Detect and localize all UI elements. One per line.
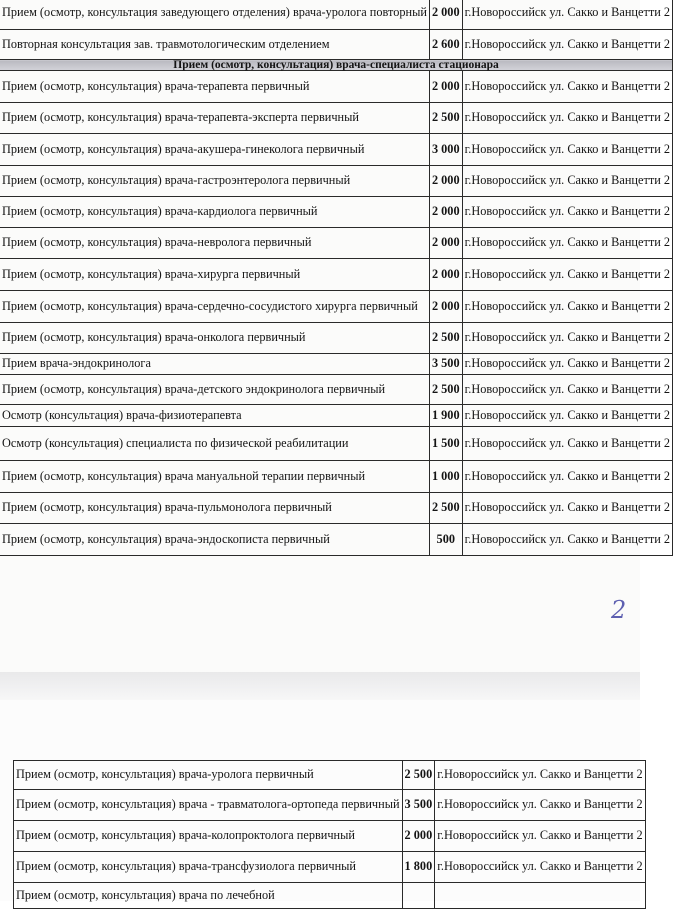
price-cell: 3 500 (402, 790, 435, 821)
price-cell: 2 000 (429, 291, 462, 323)
address-cell: г.Новороссийск ул. Сакко и Ванцетти 2 (462, 197, 672, 228)
table-row (0, 134, 673, 166)
table-row (0, 197, 673, 228)
address-cell: г.Новороссийск ул. Сакко и Ванцетти 2 (462, 323, 672, 354)
price-cell: 1 000 (429, 461, 462, 493)
price-cell: 2 000 (429, 166, 462, 197)
service-cell: Прием врача-эндокринолога (0, 354, 429, 375)
table-row (0, 103, 673, 134)
price-cell: 2 500 (402, 761, 435, 790)
table-row (0, 228, 673, 259)
address-cell: г.Новороссийск ул. Сакко и Ванцетти 2 (435, 790, 645, 821)
service-cell: Прием (осмотр, консультация) врача мануальной терапии первичный (0, 461, 429, 493)
address-cell: г.Новороссийск ул. Сакко и Ванцетти 2 (462, 103, 672, 134)
table-row (14, 790, 646, 821)
address-cell: г.Новороссийск ул. Сакко и Ванцетти 2 (462, 228, 672, 259)
service-cell: Прием (осмотр, консультация) врача-гастроэнтеролога первичный (0, 166, 429, 197)
address-cell: г.Новороссийск ул. Сакко и Ванцетти 2 (462, 524, 672, 556)
table-row (0, 291, 673, 323)
service-cell: Прием (осмотр, консультация заведующего отделения) врача-уролога повторный (0, 0, 429, 30)
address-cell: г.Новороссийск ул. Сакко и Ванцетти 2 (435, 852, 645, 883)
price-cell: 2 500 (429, 323, 462, 354)
service-cell: Осмотр (консультация) врача-физиотерапевта (0, 405, 429, 427)
service-cell: Прием (осмотр, консультация) врача-невролога первичный (0, 228, 429, 259)
price-cell: 1 900 (429, 405, 462, 427)
table-row (0, 354, 673, 375)
table-row (0, 30, 673, 60)
service-cell: Повторная консультация зав. травмотологическим отделением (0, 30, 429, 60)
table-row (0, 493, 673, 524)
address-cell (435, 883, 645, 909)
address-cell: г.Новороссийск ул. Сакко и Ванцетти 2 (435, 761, 645, 790)
service-cell: Прием (осмотр, консультация) врача-кардиолога первичный (0, 197, 429, 228)
address-cell: г.Новороссийск ул. Сакко и Ванцетти 2 (435, 821, 645, 852)
service-cell: Прием (осмотр, консультация) врача-акушера-гинеколога первичный (0, 134, 429, 166)
service-cell: Прием (осмотр, консультация) врача-онколога первичный (0, 323, 429, 354)
table-row (0, 375, 673, 405)
price-cell: 1 800 (402, 852, 435, 883)
service-cell: Прием (осмотр, консультация) врача по лечебной (14, 883, 403, 909)
service-cell: Прием (осмотр, консультация) врача - травматолога-ортопеда первичный (14, 790, 403, 821)
address-cell: г.Новороссийск ул. Сакко и Ванцетти 2 (462, 0, 672, 30)
table-row (14, 852, 646, 883)
section-title: Прием (осмотр, консультация) врача-специалиста стационара (0, 60, 673, 71)
service-cell: Прием (осмотр, консультация) врача-эндоскописта первичный (0, 524, 429, 556)
table-row (0, 259, 673, 291)
price-cell: 2 500 (429, 103, 462, 134)
price-cell: 2 500 (429, 375, 462, 405)
address-cell: г.Новороссийск ул. Сакко и Ванцетти 2 (462, 291, 672, 323)
price-cell: 2 500 (429, 493, 462, 524)
table-row (0, 71, 673, 103)
address-cell: г.Новороссийск ул. Сакко и Ванцетти 2 (462, 461, 672, 493)
section-header-row (0, 60, 673, 71)
address-cell: г.Новороссийск ул. Сакко и Ванцетти 2 (462, 405, 672, 427)
address-cell: г.Новороссийск ул. Сакко и Ванцетти 2 (462, 30, 672, 60)
service-cell: Прием (осмотр, консультация) врача-колопроктолога первичный (14, 821, 403, 852)
price-cell: 2 000 (429, 197, 462, 228)
table-row (0, 0, 673, 30)
service-cell: Осмотр (консультация) специалиста по физической реабилитации (0, 427, 429, 461)
service-cell: Прием (осмотр, консультация) врача-хирурга первичный (0, 259, 429, 291)
table-row (0, 405, 673, 427)
table-row (14, 883, 646, 909)
price-cell: 2 000 (429, 0, 462, 30)
price-table-page-2 (13, 760, 646, 909)
service-cell: Прием (осмотр, консультация) врача-терапевта первичный (0, 71, 429, 103)
service-cell: Прием (осмотр, консультация) врача-пульмонолога первичный (0, 493, 429, 524)
address-cell: г.Новороссийск ул. Сакко и Ванцетти 2 (462, 166, 672, 197)
page-number-handwritten: 2 (611, 596, 627, 624)
address-cell: г.Новороссийск ул. Сакко и Ванцетти 2 (462, 134, 672, 166)
address-cell: г.Новороссийск ул. Сакко и Ванцетти 2 (462, 259, 672, 291)
service-cell: Прием (осмотр, консультация) врача-уролога первичный (14, 761, 403, 790)
price-cell: 2 000 (429, 71, 462, 103)
price-cell (402, 883, 435, 909)
service-cell: Прием (осмотр, консультация) врача-трансфузиолога первичный (14, 852, 403, 883)
table-row (14, 821, 646, 852)
price-cell: 2 000 (402, 821, 435, 852)
table-row (0, 323, 673, 354)
table-row (0, 166, 673, 197)
price-cell: 1 500 (429, 427, 462, 461)
table-row (0, 524, 673, 556)
address-cell: г.Новороссийск ул. Сакко и Ванцетти 2 (462, 375, 672, 405)
price-cell: 3 000 (429, 134, 462, 166)
address-cell: г.Новороссийск ул. Сакко и Ванцетти 2 (462, 71, 672, 103)
table-row (14, 761, 646, 790)
price-cell: 2 600 (429, 30, 462, 60)
table-row (0, 461, 673, 493)
address-cell: г.Новороссийск ул. Сакко и Ванцетти 2 (462, 493, 672, 524)
price-cell: 500 (429, 524, 462, 556)
address-cell: г.Новороссийск ул. Сакко и Ванцетти 2 (462, 427, 672, 461)
price-cell: 2 000 (429, 259, 462, 291)
price-cell: 2 000 (429, 228, 462, 259)
service-cell: Прием (осмотр, консультация) врача-детского эндокринолога первичный (0, 375, 429, 405)
price-cell: 3 500 (429, 354, 462, 375)
page-separator (0, 672, 640, 700)
service-cell: Прием (осмотр, консультация) врача-терапевта-эксперта первичный (0, 103, 429, 134)
address-cell: г.Новороссийск ул. Сакко и Ванцетти 2 (462, 354, 672, 375)
service-cell: Прием (осмотр, консультация) врача-сердечно-сосудистого хирурга первичный (0, 291, 429, 323)
table-row (0, 427, 673, 461)
